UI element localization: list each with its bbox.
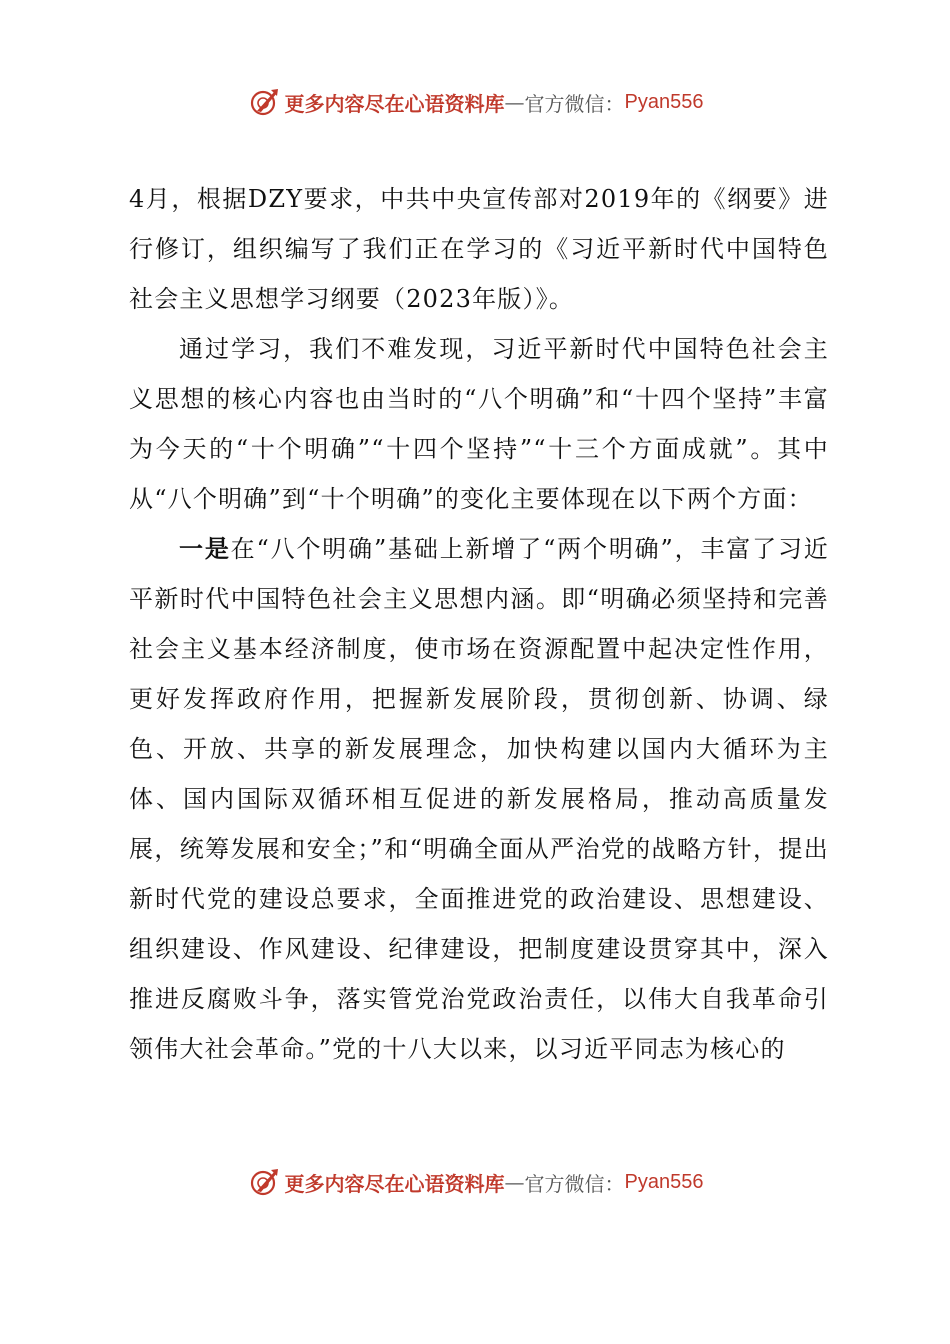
paragraph-1: 4月，根据DZY要求，中共中央宣传部对2019年的《纲要》进行修订，组织编写了我们正在学习的《习近平新时代中国特色社会主义思想学习纲要（2023年版）》。 [129,185,829,313]
header-banner [0,82,950,122]
header-wechat-id: Pyan556 [624,90,704,113]
header-wechat-label: 官方微信： [524,91,625,116]
footer-banner [0,1162,950,1202]
paragraph-3 [129,524,829,1074]
footer-separator: — [504,1170,525,1194]
footer-wechat-id: Pyan556 [624,1170,704,1193]
document-body [129,174,829,1074]
footer-wechat-label: 官方微信： [524,1171,625,1196]
footer-title: 更多内容尽在心语资料库 [284,1171,505,1196]
paragraph-3-lead: 一是 [179,534,231,563]
header-separator: — [504,90,525,114]
paragraph-2: 通过学习，我们不难发现，习近平新时代中国特色社会主义思想的核心内容也由当时的“八个明确”和“十四个坚持”丰富为今天的“十个明确”“十四个坚持”“十三个方面成就”。其中从“八个明确”到“十个明确”的变化主要体现在以下两个方面： [129,335,829,513]
paragraph-3-body: 在“八个明确”基础上新增了“两个明确”，丰富了习近平新时代中国特色社会主义思想内涵。即“明确必须坚持和完善社会主义基本经济制度，使市场在资源配置中起决定性作用，更好发挥政府作用，把握新发展阶段，贯彻创新、协调、绿色、开放、共享的新发展理念，加快构建以国内大循环为主体、国内国际双循环相互促进的新发展格局，推动高质量发展，统筹发展和安全；”和“明确全面从严治党的战略方针，提出新时代党的建设总要求，全面推进党的政治建设、思想建设、组织建设、作风建设、纪律建设，把制度建设贯穿其中，深入推进反腐败斗争，落实管党治党政治责任，以伟大自我革命引领伟大社会革命。”党的十八大以来，以习近平同志为核心的 [129,535,829,1063]
header-title: 更多内容尽在心语资料库 [284,91,505,116]
quill-logo-icon [247,1165,281,1199]
quill-logo-icon [247,85,281,119]
